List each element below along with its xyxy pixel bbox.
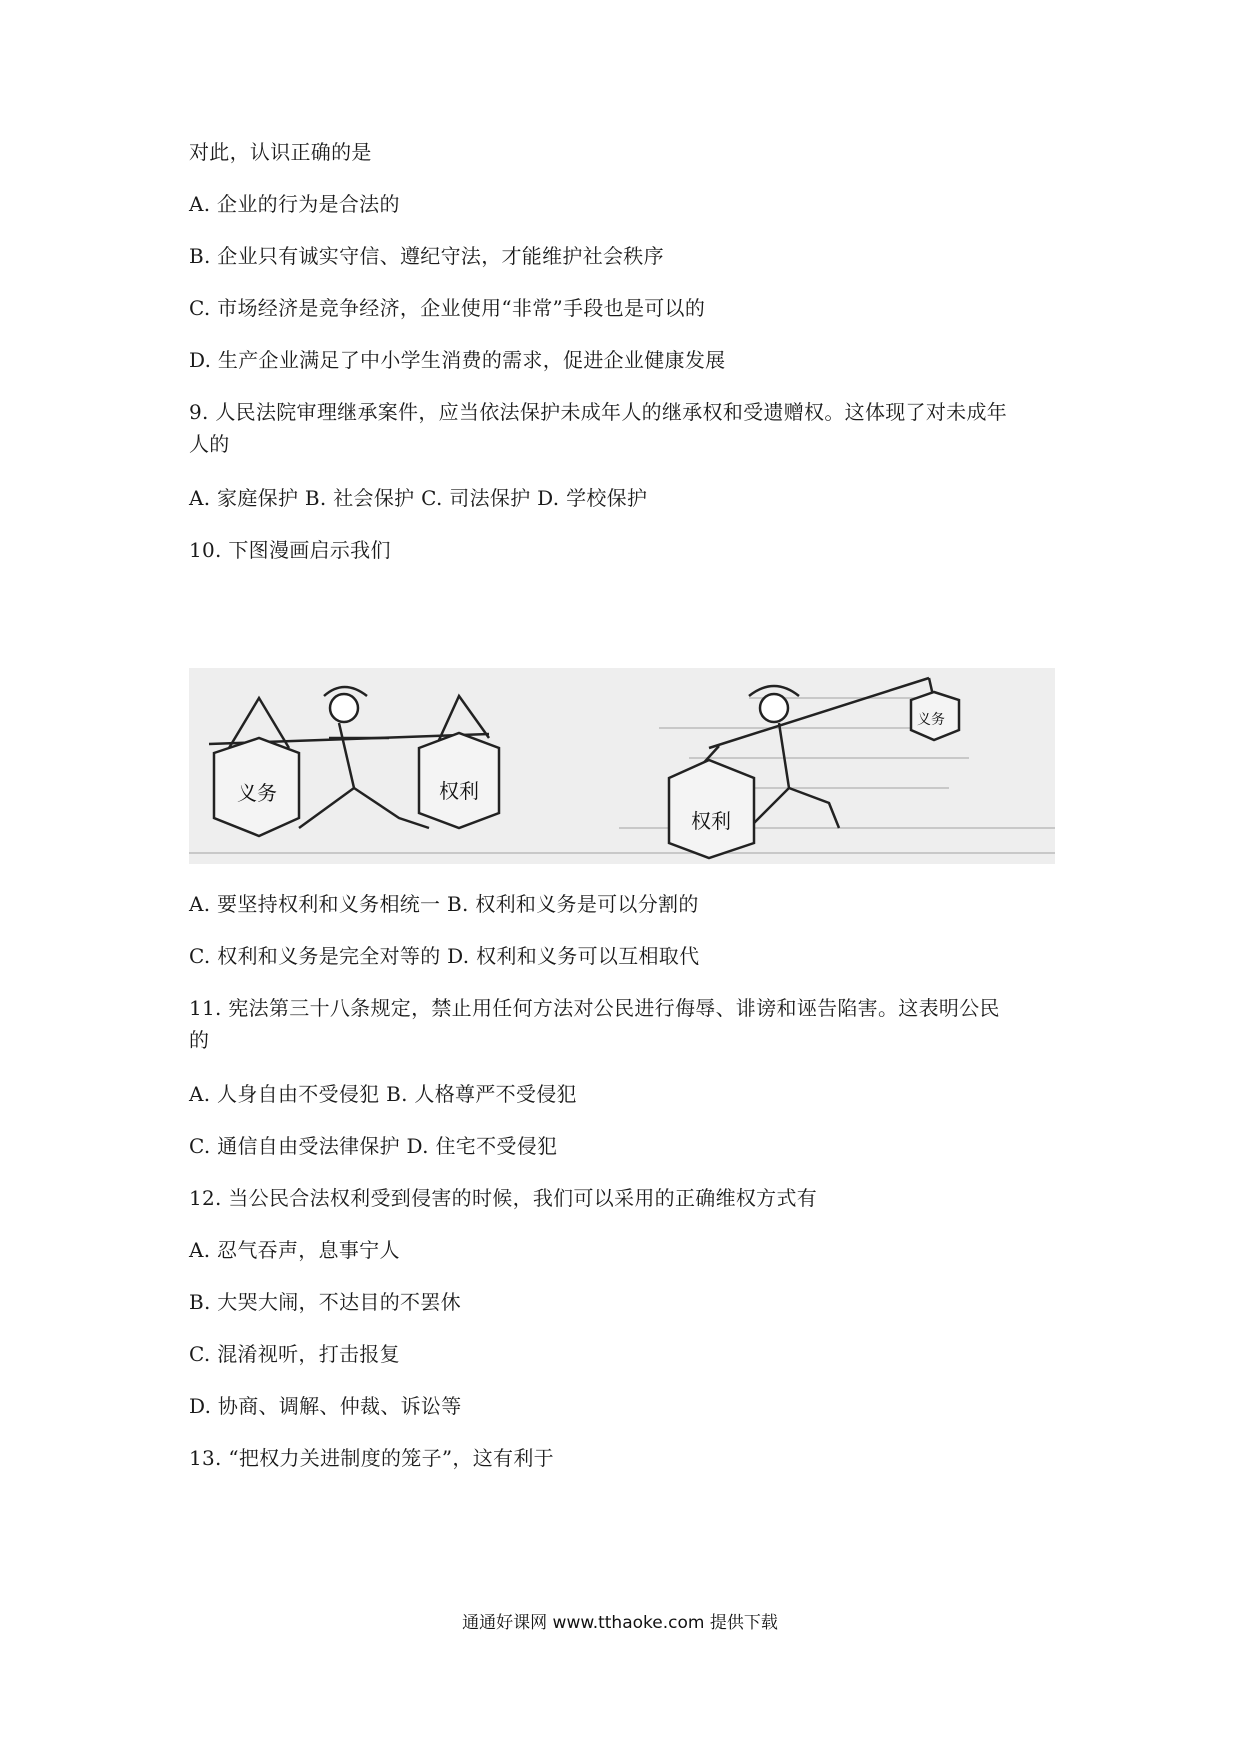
question-10-options-ab: A. 要坚持权利和义务相统一 B. 权利和义务是可以分割的 — [189, 892, 699, 916]
question-13-stem: 13. “把权力关进制度的笼子”，这有利于 — [189, 1446, 554, 1470]
right-box-duty-label: 义务 — [917, 712, 945, 728]
right-box-rights-label: 权利 — [691, 809, 731, 833]
cartoon-drawing — [189, 668, 1055, 864]
question-12-option-b: B. 大哭大闹，不达目的不罢休 — [189, 1290, 461, 1314]
question-10-stem: 10. 下图漫画启示我们 — [189, 538, 391, 562]
left-box-right-label: 权利 — [439, 779, 479, 803]
question-11-options-cd: C. 通信自由受法律保护 D. 住宅不受侵犯 — [189, 1134, 558, 1158]
question-11-line-2: 的 — [189, 1028, 210, 1052]
right-box-duty — [911, 692, 959, 740]
option-line-3: C. 市场经济是竞争经济，企业使用“非常”手段也是可以的 — [189, 296, 706, 320]
option-line-4: D. 生产企业满足了中小学生消费的需求，促进企业健康发展 — [189, 348, 726, 372]
cartoon-image — [189, 668, 1055, 864]
left-box-duty — [214, 738, 299, 836]
question-11-options-ab: A. 人身自由不受侵犯 B. 人格尊严不受侵犯 — [189, 1082, 577, 1106]
question-12-option-c: C. 混淆视听，打击报复 — [189, 1342, 400, 1366]
left-box-duty-label: 义务 — [237, 781, 277, 805]
question-12-option-a: A. 忍气吞声，息事宁人 — [189, 1238, 400, 1262]
right-box-rights — [669, 760, 754, 858]
left-box-right — [419, 733, 499, 828]
question-9-options: A. 家庭保护 B. 社会保护 C. 司法保护 D. 学校保护 — [189, 486, 648, 510]
page-footer: 通通好课网 www.tthaoke.com 提供下载 — [462, 1613, 778, 1633]
question-12-stem: 12. 当公民合法权利受到侵害的时候，我们可以采用的正确维权方式有 — [189, 1186, 818, 1210]
question-line-0: 对此，认识正确的是 — [189, 140, 372, 164]
question-9-line-1: 9. 人民法院审理继承案件，应当依法保护未成年人的继承权和受遗赠权。这体现了对未成年 — [189, 400, 1008, 424]
question-12-option-d: D. 协商、调解、仲裁、诉讼等 — [189, 1394, 462, 1418]
option-line-2: B. 企业只有诚实守信、遵纪守法，才能维护社会秩序 — [189, 244, 664, 268]
question-11-line-1: 11. 宪法第三十八条规定，禁止用任何方法对公民进行侮辱、诽谤和诬告陷害。这表明公民 — [189, 996, 1000, 1020]
question-10-options-cd: C. 权利和义务是完全对等的 D. 权利和义务可以互相取代 — [189, 944, 700, 968]
question-9-line-2: 人的 — [189, 432, 230, 456]
option-line-1: A. 企业的行为是合法的 — [189, 192, 400, 216]
